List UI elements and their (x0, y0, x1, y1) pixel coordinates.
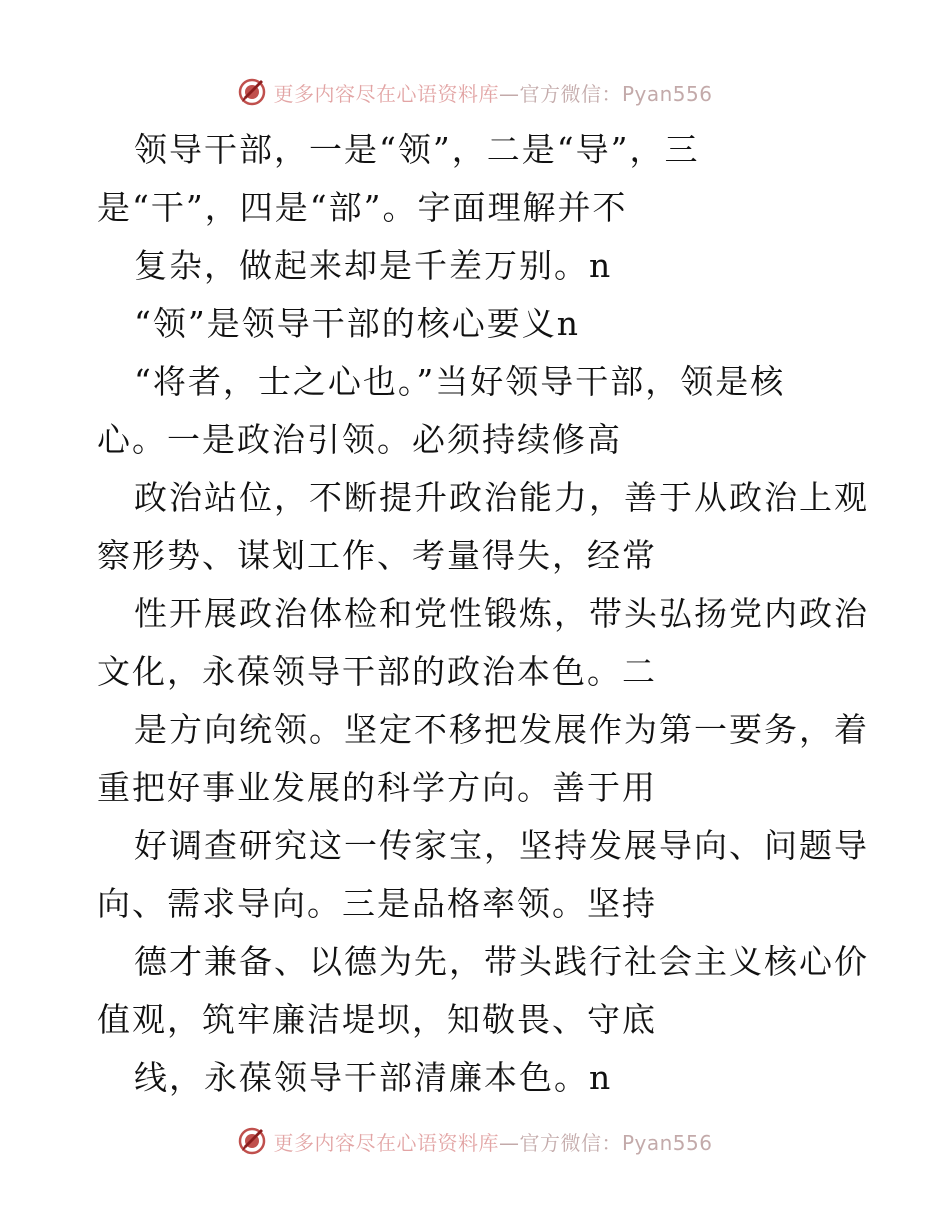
body-line: 心。一是政治引领。必须持续修高 (97, 420, 622, 459)
body-line: “领”是领导干部的核心要义n (134, 304, 580, 343)
body-line: 是“干”，四是“部”。字面理解并不 (97, 188, 628, 227)
header-banner-text: 更多内容尽在心语资料库 (273, 81, 499, 106)
body-line: 复杂，做起来却是千差万别。n (134, 246, 613, 285)
body-line: 政治站位，不断提升政治能力，善于从政治上观 (134, 478, 869, 517)
body-line: 向、需求导向。三是品格率领。坚持 (97, 884, 657, 923)
body-line: 重把好事业发展的科学方向。善于用 (97, 768, 657, 807)
body-line: 是方向统领。坚定不移把发展作为第一要务，着 (134, 710, 869, 749)
footer-banner-suffix: —官方微信：Pyan556 (498, 1130, 713, 1155)
body-line: 好调查研究这一传家宝，坚持发展导向、问题导 (134, 826, 869, 865)
body-line: 文化，永葆领导干部的政治本色。二 (97, 652, 657, 691)
body-line: “将者，士之心也。”当好领导干部，领是核 (134, 362, 786, 401)
body-line: 线，永葆领导干部清廉本色。n (134, 1058, 613, 1097)
body-line: 领导干部，一是“领”，二是“导”，三 (134, 130, 700, 169)
footer-banner (0, 1121, 950, 1161)
body-line: 德才兼备、以德为先，带头践行社会主义核心价 (134, 942, 869, 981)
quill-seal-icon (237, 1126, 267, 1156)
body-line: 值观，筑牢廉洁堤坝，知敬畏、守底 (97, 1000, 657, 1039)
body-line: 察形势、谋划工作、考量得失，经常 (97, 536, 657, 575)
body-line: 性开展政治体检和党性锻炼，带头弘扬党内政治 (134, 594, 869, 633)
header-banner-suffix: —官方微信：Pyan556 (498, 81, 713, 106)
footer-banner-text: 更多内容尽在心语资料库 (273, 1130, 499, 1155)
